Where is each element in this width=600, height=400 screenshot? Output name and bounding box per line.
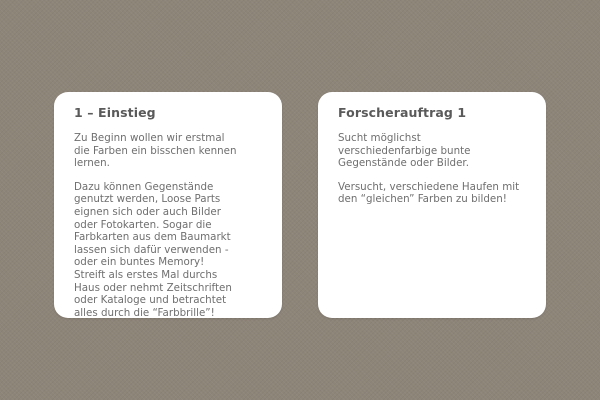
research-task-card-paragraph-1: Sucht möglichst verschiedenfarbige bunte Gegenstände oder Bilder.: [338, 132, 471, 170]
intro-card-title: 1 – Einstieg: [74, 105, 156, 120]
research-task-card: [318, 92, 546, 318]
intro-card-paragraph-2: Dazu können Gegenstände genutzt werden, Loose Parts eignen sich oder auch Bilder oder Fotokarten. Sogar die Farbkarten aus dem Baumarkt lassen sich dafür verwenden - oder ein buntes Memory! Streift als erstes Mal durchs Haus oder nehmt Zeitschriften oder Kataloge und betrachtet alles durch die “Farbbrille”!: [74, 180, 232, 319]
research-task-card-paragraph-2: Versucht, verschiedene Haufen mit den “gleichen” Farben zu bilden!: [338, 180, 520, 206]
intro-card: [54, 92, 282, 318]
intro-card-paragraph-1: Zu Beginn wollen wir erstmal die Farben ein bisschen kennen lernen.: [74, 132, 237, 170]
research-task-card-title: Forscherauftrag 1: [338, 105, 467, 120]
